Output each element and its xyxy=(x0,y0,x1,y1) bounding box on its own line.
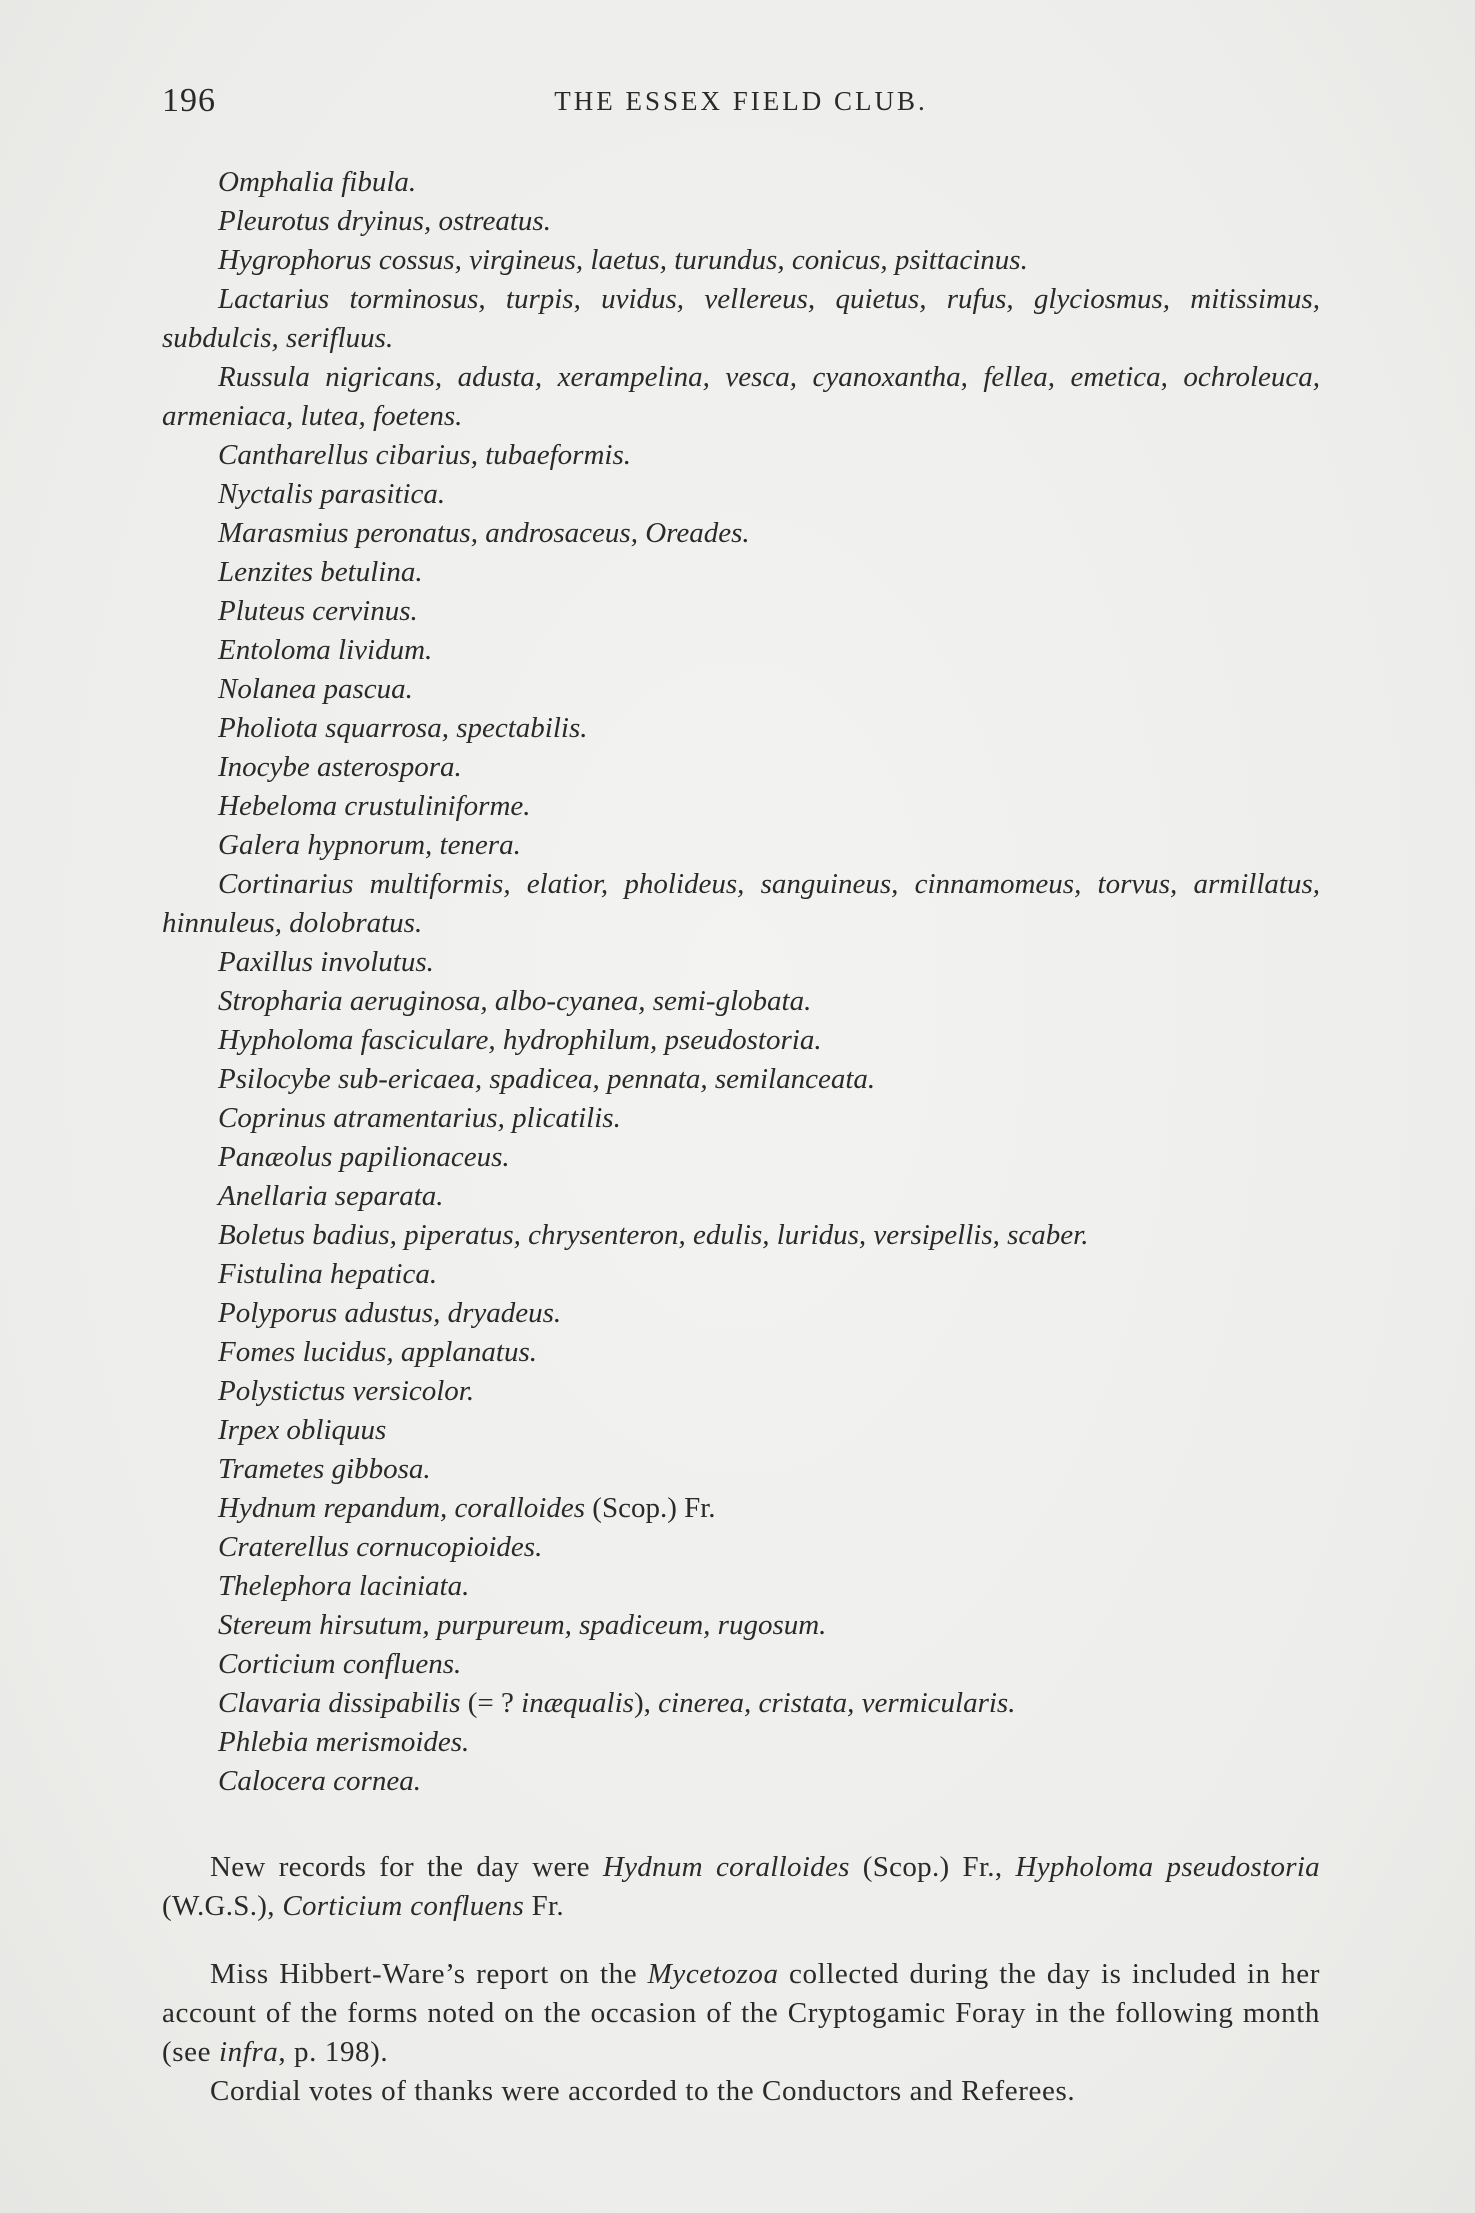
species-list xyxy=(162,163,1320,1801)
list-item: Inocybe asterospora. xyxy=(218,751,462,783)
report-section xyxy=(162,1955,1320,2111)
list-item: Irpex obliquus xyxy=(218,1414,387,1446)
list-item: Pleurotus dryinus, ostreatus. xyxy=(218,205,551,237)
page-number: 196 xyxy=(162,82,216,119)
list-item: Craterellus cornucopioides. xyxy=(218,1531,543,1563)
list-item: Thelephora laciniata. xyxy=(218,1570,470,1602)
list-item: Fistulina hepatica. xyxy=(218,1258,438,1290)
list-item: Panæolus papilionaceus. xyxy=(218,1141,510,1173)
list-item: Stereum hirsutum, purpureum, spadiceum, rugosum. xyxy=(218,1609,827,1641)
list-item: Stropharia aeruginosa, albo-cyanea, semi-globata. xyxy=(218,985,812,1017)
list-item: Lactarius torminosus, turpis, uvidus, vellereus, quietus, rufus, glyciosmus, mitissimus, subdulcis, serifluus. xyxy=(162,283,1320,354)
list-item: Omphalia fibula. xyxy=(218,166,417,198)
list-item: Hypholoma fasciculare, hydrophilum, pseudostoria. xyxy=(218,1024,822,1056)
thanks-paragraph: Cordial votes of thanks were accorded to the Conductors and Referees. xyxy=(210,2075,1076,2107)
list-item: Cantharellus cibarius, tubaeformis. xyxy=(218,439,631,471)
list-item: Trametes gibbosa. xyxy=(218,1453,431,1485)
list-item: Boletus badius, piperatus, chrysenteron, edulis, luridus, versipellis, scaber. xyxy=(218,1219,1089,1251)
list-item: Marasmius peronatus, androsaceus, Oreades. xyxy=(218,517,750,549)
list-item: Cortinarius multiformis, elatior, pholideus, sanguineus, cinnamomeus, torvus, armillatus, hinnuleus, dolobratus. xyxy=(162,868,1320,939)
new-records-paragraph: New records for the day were Hydnum coralloides (Scop.) Fr., Hypholoma pseudostoria (W.G.S.), Corticium confluens Fr. xyxy=(162,1851,1320,1922)
list-item: Calocera cornea. xyxy=(218,1765,421,1797)
mycetozoa-paragraph: Miss Hibbert-Ware’s report on the Mycetozoa collected during the day is included in her account of the forms noted on the occasion of the Cryptogamic Foray in the following month (see infra, p. 198). xyxy=(162,1958,1321,2068)
list-item: Psilocybe sub-ericaea, spadicea, pennata, semilanceata. xyxy=(218,1063,876,1095)
list-item: Pluteus cervinus. xyxy=(218,595,418,627)
list-item: Polystictus versicolor. xyxy=(218,1375,475,1407)
page-header xyxy=(162,82,1320,122)
list-item: Coprinus atramentarius, plicatilis. xyxy=(218,1102,621,1134)
list-item: Fomes lucidus, applanatus. xyxy=(218,1336,537,1368)
list-item: Phlebia merismoides. xyxy=(218,1726,470,1758)
list-item: Entoloma lividum. xyxy=(218,634,433,666)
list-item: Nolanea pascua. xyxy=(218,673,413,705)
list-item: Galera hypnorum, tenera. xyxy=(218,829,521,861)
list-item: Nyctalis parasitica. xyxy=(218,478,446,510)
list-item: Paxillus involutus. xyxy=(218,946,434,978)
list-item: Corticium confluens. xyxy=(218,1648,462,1680)
list-item: Hydnum repandum, coralloides (Scop.) Fr. xyxy=(218,1492,716,1524)
list-item: Hebeloma crustuliniforme. xyxy=(218,790,531,822)
list-item: Polyporus adustus, dryadeus. xyxy=(218,1297,562,1329)
running-head: THE ESSEX FIELD CLUB. xyxy=(554,86,928,116)
list-item: Lenzites betulina. xyxy=(218,556,423,588)
list-item: Hygrophorus cossus, virgineus, laetus, turundus, conicus, psittacinus. xyxy=(218,244,1028,276)
list-item: Russula nigricans, adusta, xerampelina, vesca, cyanoxantha, fellea, emetica, ochroleuca, armeniaca, lutea, foetens. xyxy=(162,361,1320,432)
list-item: Clavaria dissipabilis (= ? inæqualis), cinerea, cristata, vermicularis. xyxy=(218,1687,1016,1719)
list-item: Pholiota squarrosa, spectabilis. xyxy=(218,712,588,744)
authority-citation: (Scop.) Fr. xyxy=(585,1492,716,1524)
list-item: Anellaria separata. xyxy=(218,1180,444,1212)
